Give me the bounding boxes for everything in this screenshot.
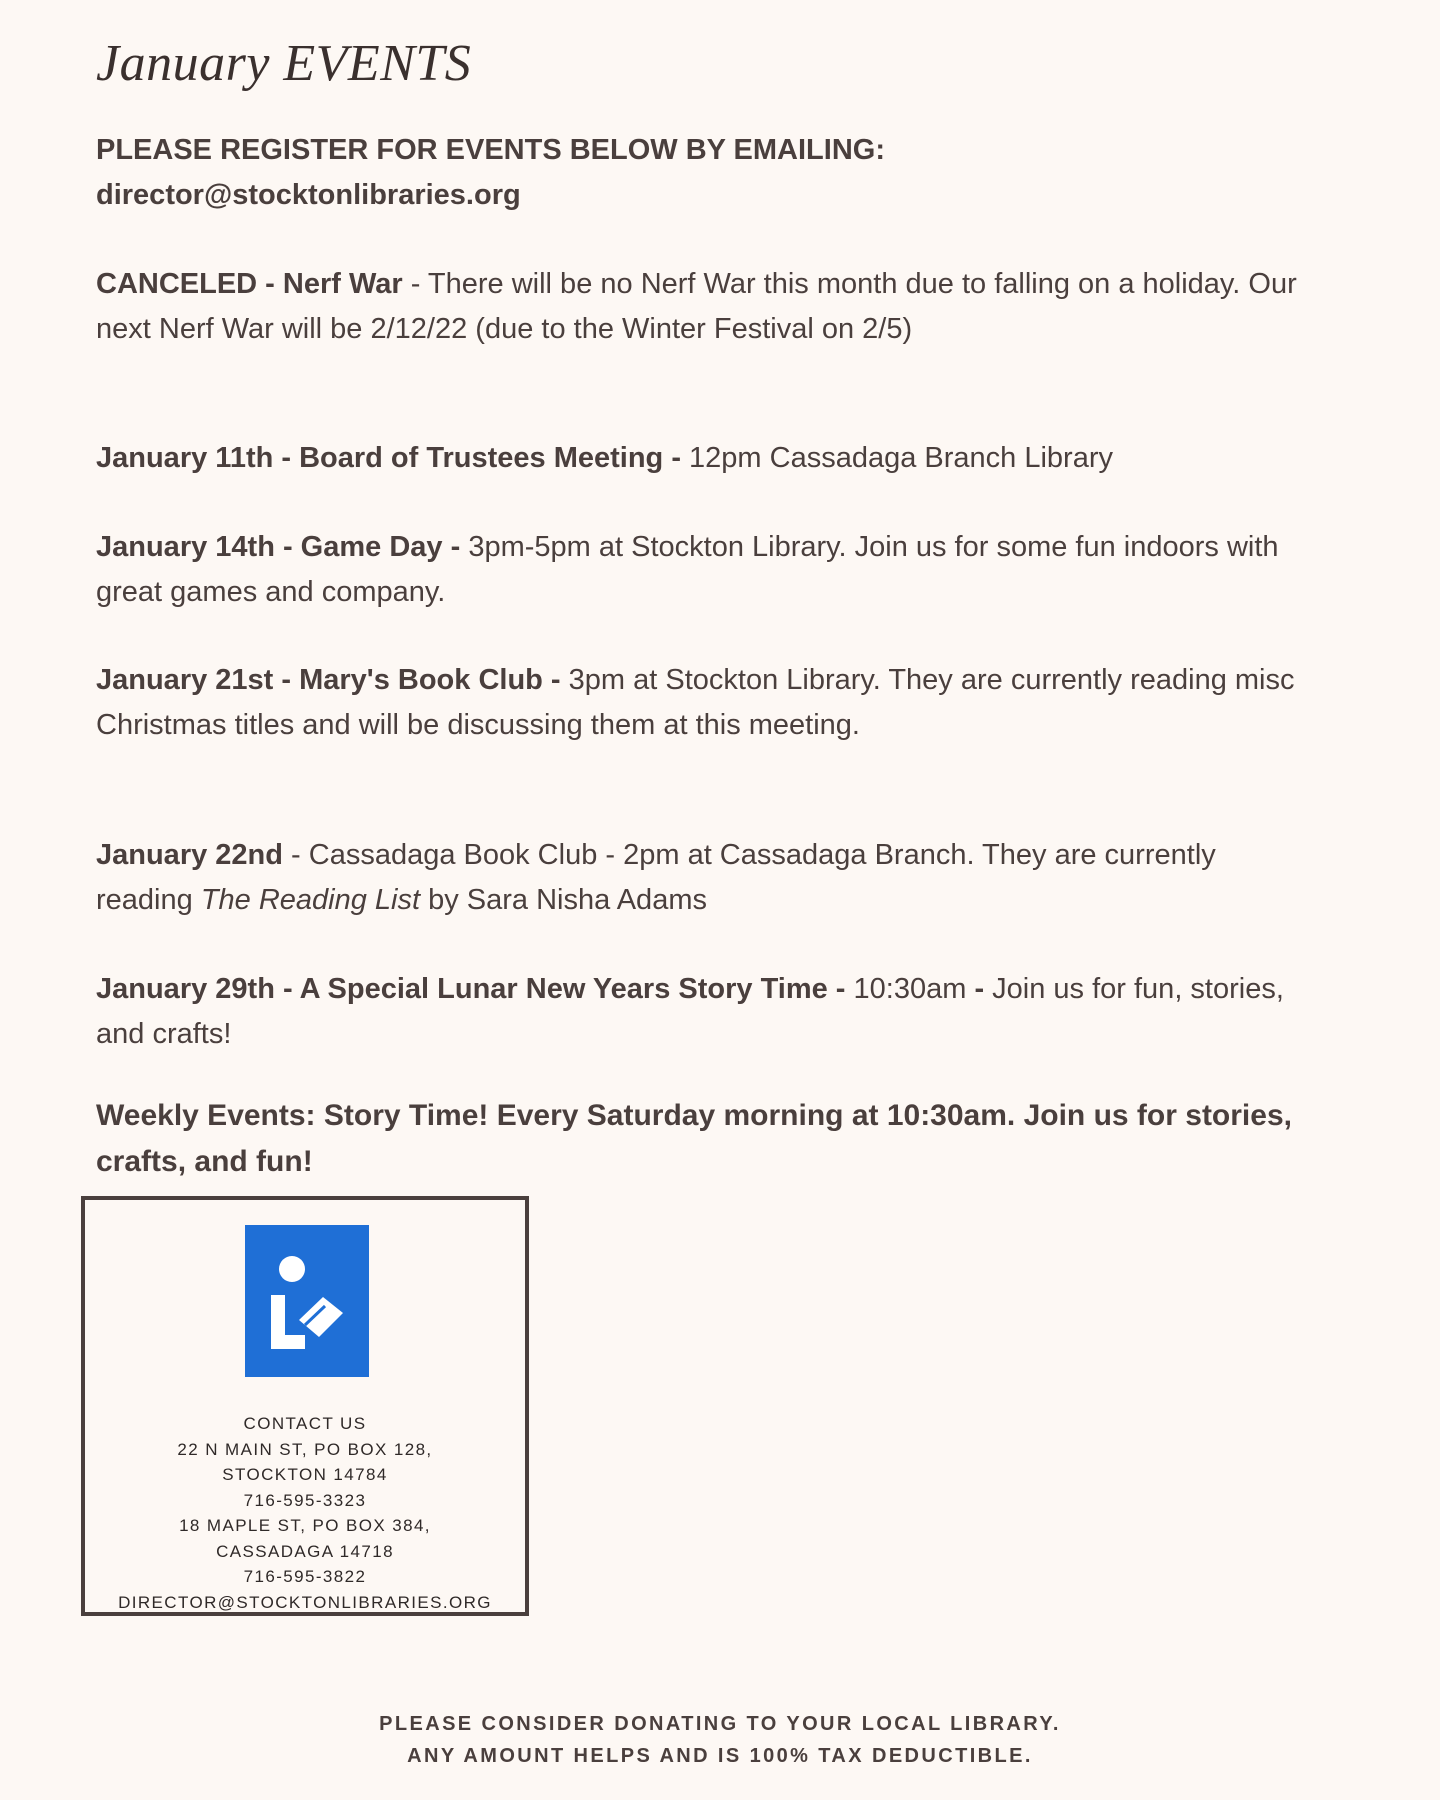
- register-email[interactable]: director@stocktonlibraries.org: [96, 179, 521, 211]
- event-label: January 11th - Board of Trustees Meeting -: [96, 442, 690, 474]
- stockton-address-line2: STOCKTON 14784: [222, 1465, 388, 1484]
- event-time: 10:30am: [853, 973, 975, 1005]
- event-game-day: [96, 525, 1316, 615]
- event-cassadaga-book-club: [96, 833, 1316, 923]
- event-nerf-war: [96, 262, 1316, 352]
- cassadaga-address-line2: CASSADAGA 14718: [216, 1541, 394, 1561]
- register-heading: PLEASE REGISTER FOR EVENTS BELOW BY EMAILING:: [96, 134, 885, 166]
- event-text-after: by Sara Nisha Adams: [420, 884, 707, 916]
- event-text: 3pm at Stockton Library. They are currently reading misc Christmas titles and will be discussing them at this meeting.: [96, 664, 1295, 741]
- event-text: - There will be no Nerf War this month due to falling on a holiday. Our next Nerf War will be 2/12/22 (due to the Winter Festival on 2/5): [96, 268, 1297, 345]
- page-title: January EVENTS: [96, 35, 472, 92]
- event-label: CANCELED - Nerf War: [96, 268, 403, 300]
- contact-box: [81, 1196, 529, 1616]
- event-lunar-story-time: [96, 967, 1316, 1057]
- book-title: The Reading List: [200, 884, 421, 916]
- contact-details: [85, 1411, 525, 1615]
- event-board-meeting: [96, 436, 1316, 481]
- donation-note: [0, 1708, 1440, 1772]
- stockton-address-line1: 22 N MAIN ST, PO BOX 128,: [177, 1439, 433, 1459]
- event-label: January 29th - A Special Lunar New Years Story Time -: [96, 973, 854, 1005]
- stockton-phone[interactable]: 716-595-3323: [243, 1490, 367, 1510]
- event-label: January 21st - Mary's Book Club -: [96, 664, 569, 696]
- donation-line-1: PLEASE CONSIDER DONATING TO YOUR LOCAL LIBRARY.: [379, 1713, 1061, 1735]
- event-label: January 14th - Game Day -: [96, 531, 469, 563]
- contact-heading: CONTACT US: [243, 1414, 367, 1433]
- weekly-events: Weekly Events: Story Time! Every Saturday morning at 10:30am. Join us for stories, crafts, and fun!: [96, 1099, 1292, 1178]
- event-dash: -: [974, 973, 993, 1005]
- cassadaga-address-line1: 18 MAPLE ST, PO BOX 384,: [179, 1516, 431, 1535]
- event-marys-book-club: [96, 658, 1316, 748]
- library-reader-icon: [245, 1225, 369, 1377]
- cassadaga-phone[interactable]: 716-595-3822: [243, 1567, 367, 1586]
- event-text: 12pm Cassadaga Branch Library: [689, 442, 1113, 474]
- donation-line-2: ANY AMOUNT HELPS AND IS 100% TAX DEDUCTIBLE.: [407, 1745, 1033, 1767]
- event-label: January 22nd: [96, 839, 283, 871]
- event-text: Join us for fun, stories, and crafts!: [96, 973, 1284, 1050]
- contact-email[interactable]: DIRECTOR@STOCKTONLIBRARIES.ORG: [118, 1592, 492, 1612]
- event-text: - Cassadaga Book Club - 2pm at Cassadaga Branch. They are currently reading: [96, 839, 1216, 916]
- register-instructions: [96, 128, 1296, 218]
- event-text: 3pm-5pm at Stockton Library. Join us for some fun indoors with great games and company.: [96, 531, 1279, 608]
